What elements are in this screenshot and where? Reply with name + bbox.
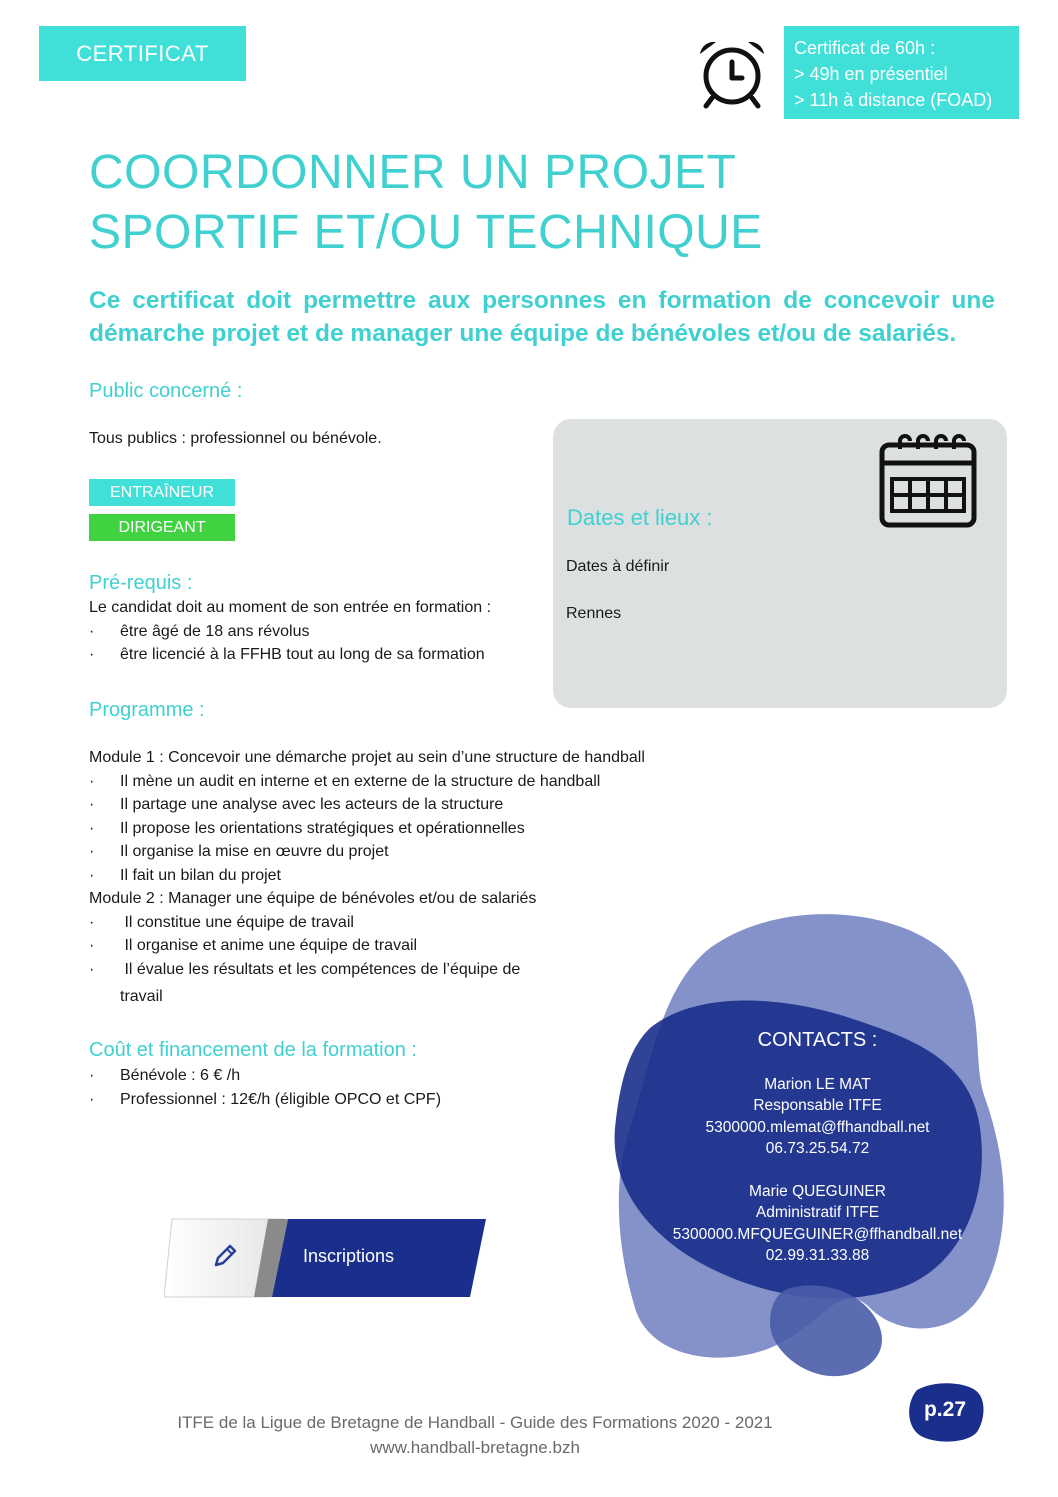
list-item: · Il mène un audit en interne et en externe de la structure de handball: [89, 772, 601, 790]
contact-role: Administratif ITFE: [755, 1204, 880, 1221]
list-item: · Il constitue une équipe de travail: [89, 913, 354, 931]
list-item: · Il propose les orientations stratégiques et opérationnelles: [89, 819, 525, 837]
list-item: · être âgé de 18 ans révolus: [89, 622, 310, 640]
dates-panel: [553, 419, 1007, 708]
public-heading: Public concerné :: [89, 380, 243, 402]
duration-line: Certificat de 60h :: [794, 38, 936, 58]
title-line: COORDONNER UN PROJET: [89, 146, 737, 199]
inscriptions-label[interactable]: Inscriptions: [303, 1246, 395, 1266]
list-item: · Il organise et anime une équipe de travail: [89, 937, 418, 954]
contact-phone: 02.99.31.33.88: [765, 1247, 870, 1264]
footer-url[interactable]: www.handball-bretagne.bzh: [370, 1438, 580, 1457]
list-item: · Il partage une analyse avec les acteurs de la structure: [89, 796, 504, 813]
footer-line: ITFE de la Ligue de Bretagne de Handball - Guide des Formations 2020 - 2021: [177, 1413, 773, 1432]
contact-name: Marie QUEGUINER: [749, 1182, 886, 1200]
contact-email[interactable]: 5300000.mlemat@ffhandball.net: [705, 1118, 930, 1136]
tag-dirigeant: DIRIGEANT: [89, 514, 235, 541]
certificate-tag: CERTIFICAT: [39, 26, 246, 81]
prerequis-list: [89, 596, 491, 667]
cout-list: [89, 1064, 441, 1111]
duration-line: > 49h en présentiel: [794, 64, 948, 84]
dates-date: Dates à définir: [566, 558, 670, 575]
list-item-continuation: travail: [120, 988, 163, 1005]
list-item: · Professionnel : 12€/h (éligible OPCO et CPF): [89, 1090, 442, 1108]
public-text: Tous publics : professionnel ou bénévole.: [89, 430, 382, 447]
prerequis-intro: Le candidat doit au moment de son entrée en formation :: [89, 599, 492, 616]
list-item: · Il organise la mise en œuvre du projet: [89, 843, 389, 860]
module-title: Module 1 : Concevoir une démarche projet au sein d’une structure de handball: [89, 749, 645, 766]
contacts-block: [620, 1030, 1015, 1267]
page-number: p.27: [923, 1398, 967, 1421]
list-item: · Bénévole : 6 € /h: [89, 1067, 241, 1084]
tag-entraineur: ENTRAÎNEUR: [89, 479, 235, 506]
contact-name: Marion LE MAT: [764, 1075, 871, 1093]
list-item: · être licencié à la FFHB tout au long de sa formation: [89, 646, 485, 663]
module-title: Module 2 : Manager une équipe de bénévoles et/ou de salariés: [89, 890, 537, 907]
contact-role: Responsable ITFE: [753, 1097, 882, 1114]
contact-email[interactable]: 5300000.MFQUEGUINER@ffhandball.net: [672, 1225, 963, 1243]
alarm-clock-icon: [694, 36, 770, 112]
pencil-icon: [212, 1243, 238, 1269]
dates-place: Rennes: [566, 605, 622, 622]
calendar-icon: [878, 431, 978, 531]
prerequis-heading: Pré-requis :: [89, 572, 193, 594]
list-item: · Il fait un bilan du projet: [89, 866, 281, 884]
programme-list: [89, 746, 645, 1009]
programme-heading: Programme :: [89, 699, 205, 721]
intro-text: Ce certificat doit permettre aux personnes en formation de concevoir une démarche projet et de manager une équipe de bénévoles et/ou de salariés.: [89, 287, 995, 347]
duration-line: > 11h à distance (FOAD): [794, 90, 993, 110]
duration-box: [784, 26, 1019, 119]
title-line: SPORTIF ET/OU TECHNIQUE: [89, 206, 763, 259]
list-item: · Il évalue les résultats et les compétences de l’équipe de: [89, 960, 521, 978]
page-title: [89, 143, 763, 263]
contact-phone: 06.73.25.54.72: [765, 1140, 870, 1157]
cout-heading: Coût et financement de la formation :: [89, 1039, 417, 1061]
contacts-title: CONTACTS :: [757, 1029, 878, 1051]
dates-heading: Dates et lieux :: [567, 505, 713, 530]
